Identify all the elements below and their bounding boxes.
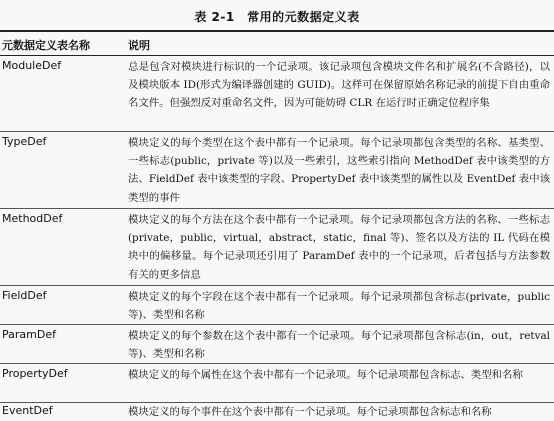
row-name: FieldDef	[2, 289, 47, 302]
row-name: TypeDef	[2, 135, 47, 148]
row-name: EventDef	[2, 404, 53, 417]
column-header-name: 元数据定义表名称	[2, 39, 90, 52]
table-row-moduledef	[0, 56, 554, 132]
row-description: 模块定义的每个参数在这个表中都有一个记录项。每个记录项都包含标志(in，out，retval 等)、类型和名称	[128, 330, 550, 361]
table-row-paramdef	[0, 325, 554, 364]
table-row-typedef	[0, 132, 554, 209]
table-top-rule	[0, 30, 554, 32]
row-name: PropertyDef	[2, 367, 68, 380]
table-row-fielddef	[0, 286, 554, 325]
row-description: 模块定义的每个类型在这个表中都有一个记录项。每个记录项都包含类型的名称、基类型、一些标志(public，private 等)以及一些索引，这些索引指向 MethodDef 表中该类型的方法、FieldDef 表中该类型的字段、PropertyDef 表中该类型的属性以及 EventDef 表中该类型的事件	[128, 137, 550, 204]
row-description: 模块定义的每个事件在这个表中都有一个记录项。每个记录项都包含标志和名称	[128, 406, 492, 418]
row-name: ModuleDef	[2, 59, 62, 72]
row-description: 模块定义的每个字段在这个表中都有一个记录项。每个记录项都包含标志(private，public 等)、类型和名称	[128, 291, 550, 322]
table-caption: 表 2-1 常用的元数据定义表	[194, 10, 360, 24]
column-header-description: 说明	[128, 39, 150, 52]
row-name: ParamDef	[2, 328, 56, 341]
row-description: 模块定义的每个方法在这个表中都有一个记录项。每个记录项都包含方法的名称、一些标志(private，public，virtual，abstract，static，final 等)、签名以及方法的 IL 代码在模块中的偏移量。每个记录项还引用了 ParamDef 表中的一个记录项，后者包括与方法参数有关的更多信息	[128, 214, 550, 281]
table-row-eventdef	[0, 403, 554, 420]
row-name: MethodDef	[2, 212, 63, 225]
table-row-propertydef	[0, 364, 554, 403]
row-description: 总是包含对模块进行标识的一个记录项。该记录项包含模块文件名和扩展名(不含路径)，以及模块版本 ID(形式为编译器创建的 GUID)。这样可在保留原始名称记录的前提下自由重命名文件。但强烈反对重命名文件，因为可能妨碍 CLR 在运行时正确定位程序集	[128, 61, 550, 110]
table-row-methoddef	[0, 209, 554, 286]
row-description: 模块定义的每个属性在这个表中都有一个记录项。每个记录项都包含标志、类型和名称	[128, 369, 523, 381]
table-header-row	[0, 37, 554, 51]
